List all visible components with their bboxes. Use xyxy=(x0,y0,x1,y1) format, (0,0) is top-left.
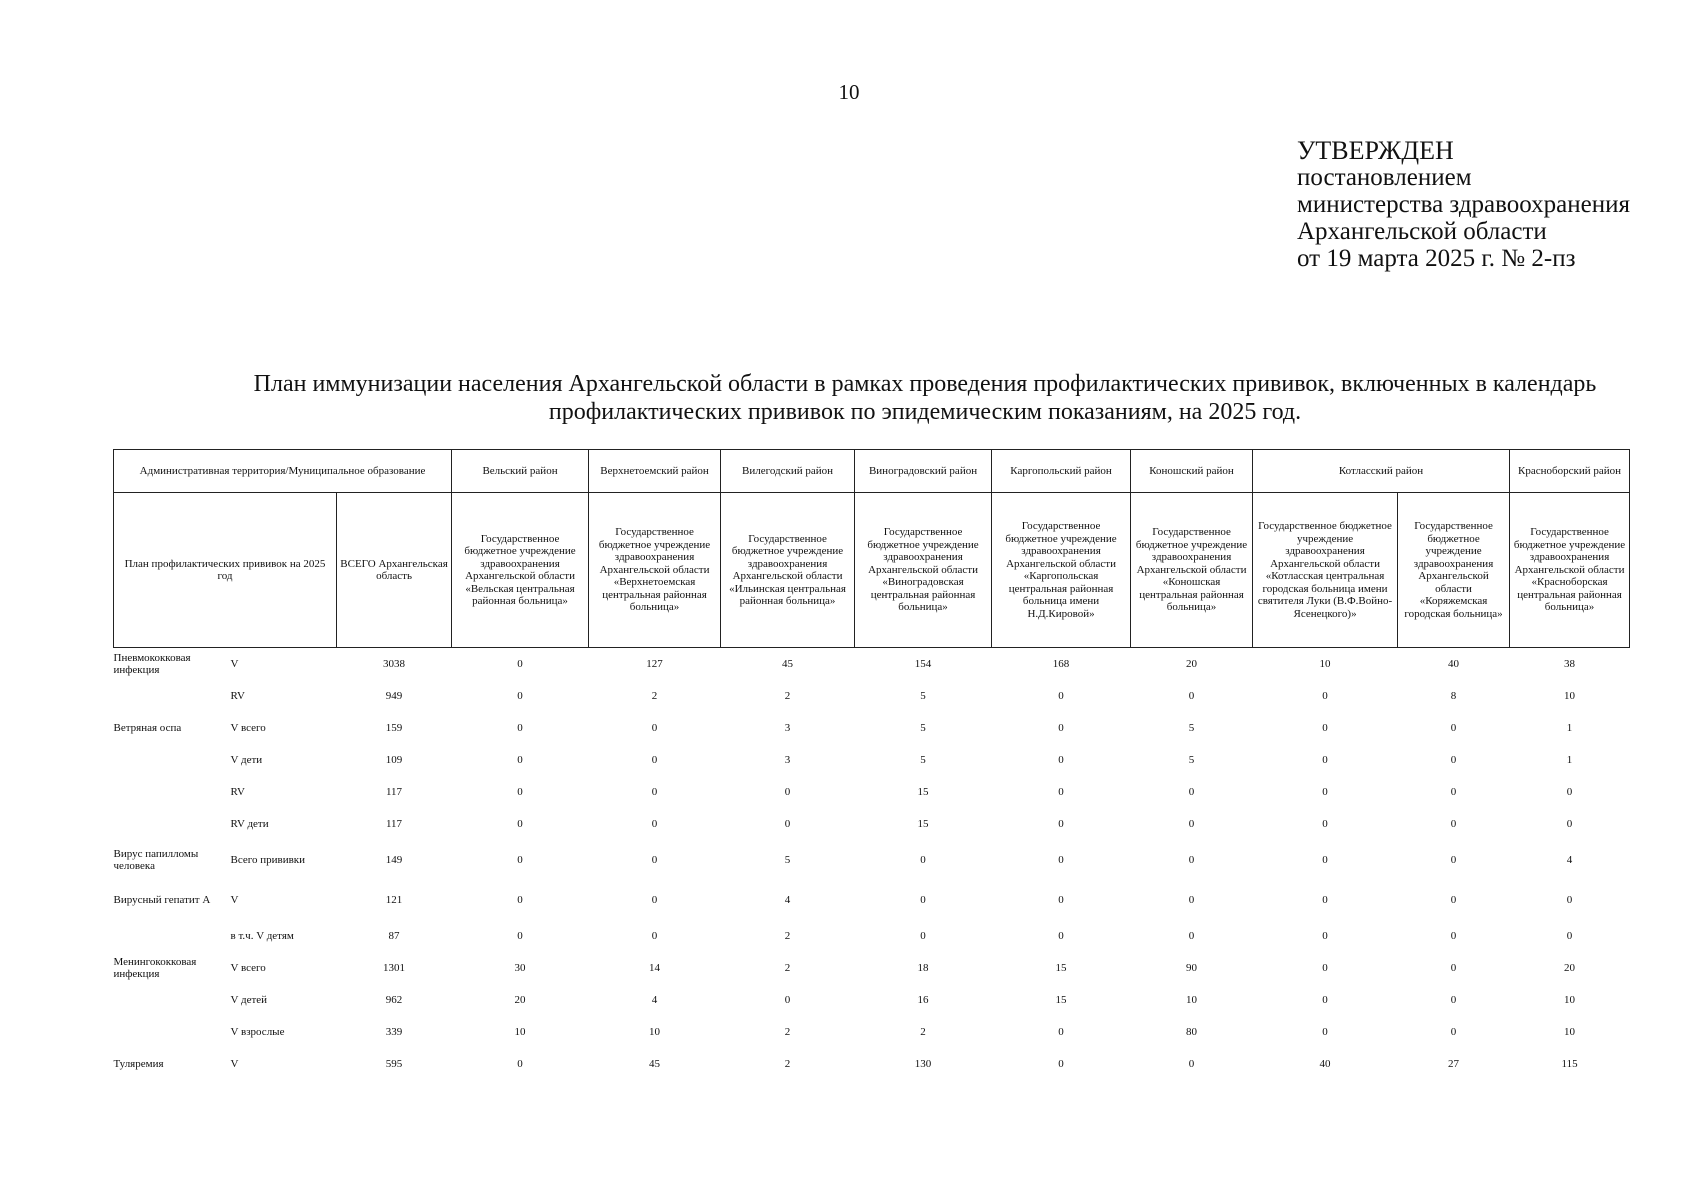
row-value: 0 xyxy=(1566,894,1573,906)
row-type: V xyxy=(230,894,239,906)
row-value: 10 xyxy=(1564,994,1576,1006)
row-value: 0 xyxy=(1450,1026,1457,1038)
row-value: 0 xyxy=(517,722,523,734)
row-category: Туляремия xyxy=(113,1058,164,1070)
row-value: 0 xyxy=(1450,754,1457,766)
row-value: 0 xyxy=(517,786,523,798)
approval-title: УТВЕРЖДЕН xyxy=(1297,136,1454,165)
row-value: 0 xyxy=(1450,722,1457,734)
row-category xyxy=(114,808,223,840)
row-type: V всего xyxy=(230,722,266,734)
row-value: 3 xyxy=(784,722,791,734)
row-total: 595 xyxy=(385,1058,403,1070)
row-value: 20 xyxy=(1564,962,1576,974)
institution-header: Государственное бюджетное учреждение здравоохранения Архангельской области «Ильинская центральная районная больница» xyxy=(721,493,855,648)
row-category: Вирус папилломы человека xyxy=(113,848,199,872)
table-row xyxy=(114,712,1630,744)
row-value: 4 xyxy=(784,894,791,906)
row-value: 20 xyxy=(514,994,526,1006)
row-value: 0 xyxy=(1450,854,1457,866)
approval-line: Архангельской области xyxy=(1297,218,1547,245)
row-value: 18 xyxy=(917,962,929,974)
row-value: 0 xyxy=(1058,818,1064,830)
row-value: 3 xyxy=(784,754,791,766)
row-value: 0 xyxy=(517,1058,523,1070)
institution-header: Государственное бюджетное учреждение здравоохранения Архангельской области «Верхнетоемская центральная районная больница» xyxy=(589,493,721,648)
row-type: V взрослые xyxy=(230,1026,285,1038)
row-category: Вирусный гепатит А xyxy=(113,894,211,906)
row-value: 20 xyxy=(1186,658,1198,670)
institution-header: Государственное бюджетное учреждение здравоохранения Архангельской области «Котласская центральная городская больница имени святителя Луки (В.Ф.Войно-Ясенецкого)» xyxy=(1253,493,1398,648)
row-value: 5 xyxy=(1188,754,1195,766)
row-value: 0 xyxy=(651,930,658,942)
row-value: 2 xyxy=(784,962,791,974)
header-territory: Административная территория/Муниципальное образование xyxy=(114,450,452,493)
table-row xyxy=(114,840,1630,880)
table-body xyxy=(114,648,1630,1081)
header-total: ВСЕГО Архангельская область xyxy=(337,493,452,648)
institution-header: Государственное бюджетное учреждение здравоохранения Архангельской области «Коряжемская городская больница» xyxy=(1398,493,1510,648)
institution-header: Государственное бюджетное учреждение здравоохранения Архангельской области «Вельская центральная районная больница» xyxy=(452,493,589,648)
row-category: Пневмококковая инфекция xyxy=(113,652,191,676)
row-value: 0 xyxy=(1188,786,1195,798)
row-value: 0 xyxy=(651,894,658,906)
row-type: V xyxy=(230,658,239,670)
row-value: 40 xyxy=(1319,1058,1331,1070)
approval-line: постановлением xyxy=(1297,164,1472,191)
row-type: RV дети xyxy=(230,818,269,830)
row-value: 5 xyxy=(920,722,926,734)
row-value: 0 xyxy=(1188,894,1195,906)
row-value: 0 xyxy=(1322,854,1328,866)
row-value: 0 xyxy=(1058,930,1064,942)
table-row xyxy=(114,1016,1630,1048)
row-total: 962 xyxy=(385,994,403,1006)
row-value: 0 xyxy=(1322,994,1328,1006)
row-value: 0 xyxy=(1058,722,1064,734)
row-value: 0 xyxy=(1322,690,1328,702)
institution-header: Государственное бюджетное учреждение здравоохранения Архангельской области «Каргопольская центральная районная больница имени Н.Д.Кировой» xyxy=(992,493,1131,648)
row-value: 0 xyxy=(1566,930,1573,942)
table-row xyxy=(114,1048,1630,1080)
row-value: 5 xyxy=(920,690,926,702)
document-title xyxy=(250,370,1600,426)
row-total: 149 xyxy=(385,854,403,866)
row-category: Ветряная оспа xyxy=(113,722,182,734)
table-row xyxy=(114,680,1630,712)
row-total: 117 xyxy=(385,786,403,798)
row-value: 0 xyxy=(1450,894,1457,906)
row-value: 0 xyxy=(651,722,658,734)
row-value: 0 xyxy=(1058,894,1064,906)
row-type: V дети xyxy=(230,754,263,766)
table-row xyxy=(114,744,1630,776)
row-value: 90 xyxy=(1186,962,1198,974)
row-value: 0 xyxy=(1058,786,1064,798)
approval-stamp xyxy=(1297,137,1630,272)
row-value: 0 xyxy=(920,930,926,942)
row-value: 30 xyxy=(514,962,526,974)
row-value: 15 xyxy=(1055,994,1067,1006)
row-value: 45 xyxy=(649,1058,661,1070)
row-value: 0 xyxy=(784,994,791,1006)
approval-date: от 19 марта 2025 г. № 2-пз xyxy=(1297,245,1576,272)
row-value: 4 xyxy=(1566,854,1573,866)
district-header: Виноградовский район xyxy=(855,450,992,493)
row-value: 10 xyxy=(1564,1026,1576,1038)
row-value: 2 xyxy=(784,1058,791,1070)
row-value: 0 xyxy=(920,854,926,866)
row-value: 15 xyxy=(917,818,929,830)
district-header: Верхнетоемский район xyxy=(589,450,721,493)
row-value: 2 xyxy=(784,930,791,942)
row-value: 0 xyxy=(651,786,658,798)
row-value: 10 xyxy=(649,1026,661,1038)
row-value: 0 xyxy=(1566,818,1573,830)
row-value: 0 xyxy=(1322,962,1328,974)
row-value: 40 xyxy=(1448,658,1460,670)
row-value: 0 xyxy=(651,754,658,766)
row-value: 5 xyxy=(920,754,926,766)
table-row xyxy=(114,880,1630,920)
row-value: 2 xyxy=(651,690,658,702)
row-value: 5 xyxy=(784,854,791,866)
row-value: 15 xyxy=(917,786,929,798)
row-value: 80 xyxy=(1186,1026,1198,1038)
district-header: Вельский район xyxy=(452,450,589,493)
row-total: 159 xyxy=(385,722,403,734)
table-row xyxy=(114,952,1630,984)
row-value: 0 xyxy=(1450,786,1457,798)
page-number: 10 xyxy=(838,80,860,104)
row-value: 0 xyxy=(1058,690,1064,702)
row-value: 0 xyxy=(1188,1058,1195,1070)
row-value: 0 xyxy=(1188,854,1195,866)
row-value: 0 xyxy=(1450,962,1457,974)
row-category: Менингококковая инфекция xyxy=(113,956,197,980)
row-value: 1 xyxy=(1566,722,1573,734)
row-value: 10 xyxy=(1186,994,1198,1006)
row-total: 109 xyxy=(385,754,403,766)
row-value: 0 xyxy=(1450,818,1457,830)
title-line: профилактических прививок по эпидемическим показаниям, на 2025 год. xyxy=(548,399,1302,425)
row-value: 0 xyxy=(1566,786,1573,798)
row-value: 16 xyxy=(917,994,929,1006)
row-value: 0 xyxy=(784,786,791,798)
row-value: 0 xyxy=(1450,994,1457,1006)
row-category xyxy=(114,744,223,776)
row-value: 0 xyxy=(1450,930,1457,942)
row-type: в т.ч. V детям xyxy=(230,930,294,942)
row-value: 0 xyxy=(784,818,791,830)
district-header: Котласский район xyxy=(1253,450,1510,493)
approval-line: министерства здравоохранения xyxy=(1297,191,1630,218)
row-value: 0 xyxy=(1058,854,1064,866)
row-value: 0 xyxy=(1322,894,1328,906)
row-category xyxy=(114,776,223,808)
header-plan: План профилактических прививок на 2025 год xyxy=(114,493,337,648)
row-value: 0 xyxy=(517,754,523,766)
row-value: 0 xyxy=(1188,818,1195,830)
row-value: 38 xyxy=(1564,658,1576,670)
row-value: 0 xyxy=(517,894,523,906)
row-value: 0 xyxy=(1188,930,1195,942)
row-total: 949 xyxy=(385,690,403,702)
row-category xyxy=(114,680,223,712)
row-value: 0 xyxy=(1322,1026,1328,1038)
row-total: 87 xyxy=(388,930,400,942)
table-row xyxy=(114,808,1630,840)
row-value: 2 xyxy=(784,690,791,702)
row-value: 0 xyxy=(517,854,523,866)
row-value: 0 xyxy=(651,818,658,830)
district-header: Вилегодский район xyxy=(721,450,855,493)
row-value: 0 xyxy=(517,930,523,942)
immunization-plan-table xyxy=(113,449,1630,1080)
row-category xyxy=(114,1016,223,1048)
row-value: 0 xyxy=(1058,754,1064,766)
row-value: 14 xyxy=(649,962,661,974)
institution-header: Государственное бюджетное учреждение здравоохранения Архангельской области «Коношская центральная районная больница» xyxy=(1131,493,1253,648)
row-category xyxy=(114,984,223,1016)
row-value: 0 xyxy=(1058,1026,1064,1038)
row-value: 10 xyxy=(514,1026,526,1038)
row-value: 0 xyxy=(1322,818,1328,830)
district-header: Каргопольский район xyxy=(992,450,1131,493)
row-value: 15 xyxy=(1055,962,1067,974)
row-value: 0 xyxy=(920,894,926,906)
row-value: 168 xyxy=(1052,658,1070,670)
row-value: 127 xyxy=(646,658,663,670)
row-value: 0 xyxy=(1322,786,1328,798)
table-row xyxy=(114,920,1630,952)
row-type: RV xyxy=(230,786,245,798)
row-total: 121 xyxy=(385,894,403,906)
table-row xyxy=(114,776,1630,808)
row-value: 10 xyxy=(1564,690,1576,702)
table-row xyxy=(114,648,1630,681)
row-category xyxy=(114,920,223,952)
row-value: 0 xyxy=(517,818,523,830)
row-type: V детей xyxy=(230,994,268,1006)
row-value: 0 xyxy=(517,658,523,670)
row-value: 0 xyxy=(1322,722,1328,734)
row-value: 45 xyxy=(782,658,794,670)
table-row xyxy=(114,984,1630,1016)
row-value: 0 xyxy=(1322,930,1328,942)
institution-header: Государственное бюджетное учреждение здравоохранения Архангельской области «Красноборская центральная районная больница» xyxy=(1510,493,1630,648)
row-value: 0 xyxy=(651,854,658,866)
district-header: Коношский район xyxy=(1131,450,1253,493)
row-total: 1301 xyxy=(383,962,406,974)
row-type: V всего xyxy=(230,962,266,974)
row-value: 10 xyxy=(1319,658,1331,670)
row-value: 154 xyxy=(914,658,932,670)
row-value: 0 xyxy=(517,690,523,702)
row-value: 4 xyxy=(651,994,658,1006)
row-value: 2 xyxy=(920,1026,926,1038)
row-value: 0 xyxy=(1322,754,1328,766)
title-line: План иммунизации населения Архангельской области в рамках проведения профилактических прививок, включенных в календарь xyxy=(253,371,1597,397)
row-value: 115 xyxy=(1561,1058,1578,1070)
row-value: 27 xyxy=(1448,1058,1460,1070)
row-total: 117 xyxy=(385,818,403,830)
row-value: 0 xyxy=(1188,690,1195,702)
row-total: 339 xyxy=(385,1026,403,1038)
institution-header: Государственное бюджетное учреждение здравоохранения Архангельской области «Виноградовская центральная районная больница» xyxy=(855,493,992,648)
row-value: 8 xyxy=(1450,690,1457,702)
district-header: Красноборский район xyxy=(1510,450,1630,493)
row-value: 130 xyxy=(914,1058,932,1070)
row-value: 0 xyxy=(1058,1058,1064,1070)
row-type: Всего прививки xyxy=(230,854,306,866)
row-total: 3038 xyxy=(383,658,406,670)
row-type: RV xyxy=(230,690,245,702)
row-value: 1 xyxy=(1566,754,1573,766)
row-value: 5 xyxy=(1188,722,1195,734)
row-value: 2 xyxy=(784,1026,791,1038)
row-type: V xyxy=(230,1058,239,1070)
